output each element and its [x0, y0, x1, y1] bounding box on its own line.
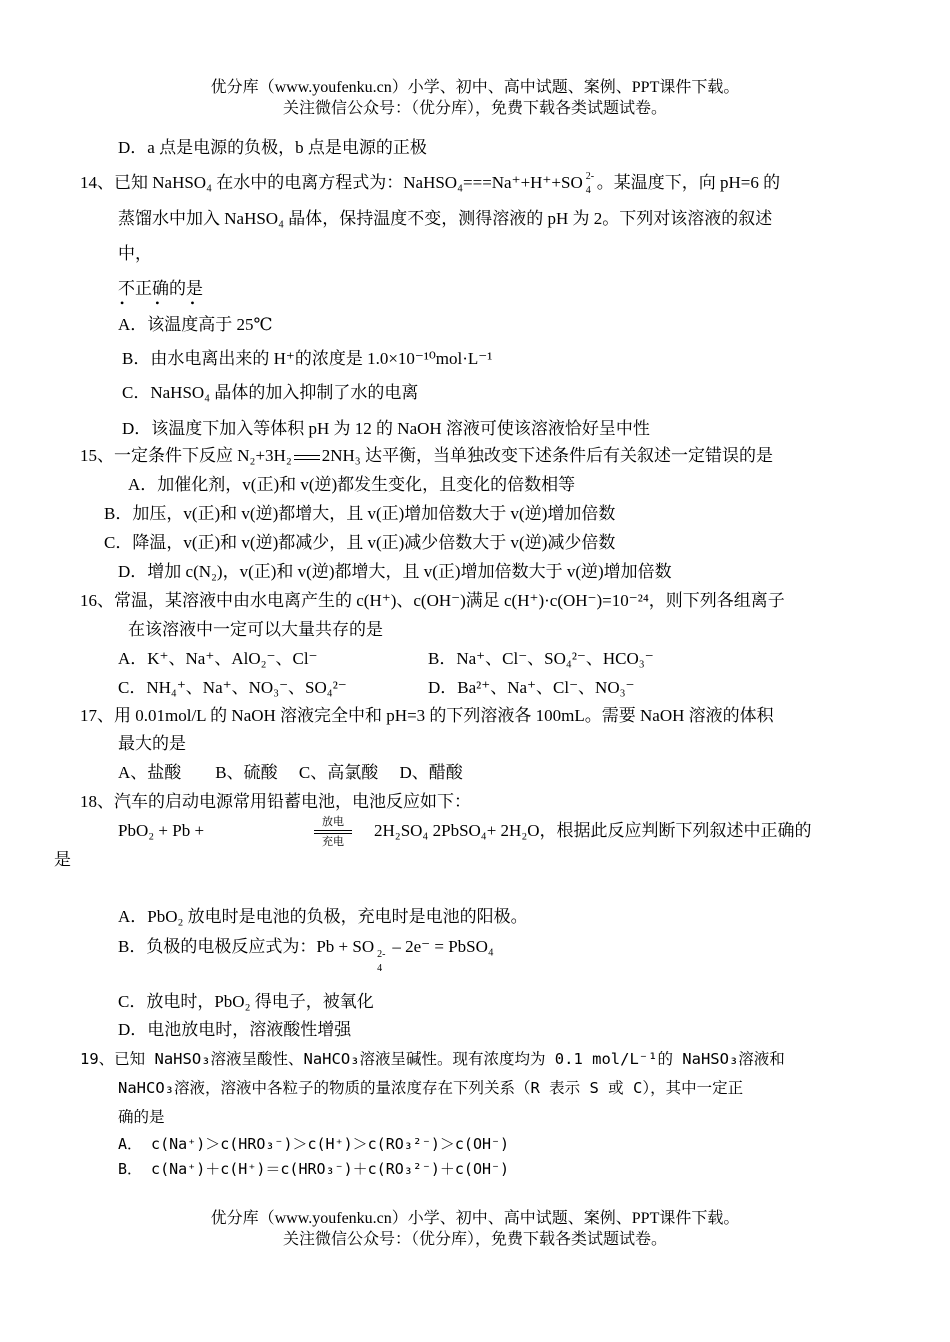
q13-option-d: D．a 点是电源的负极，b 点是电源的正极: [118, 138, 427, 157]
q14-option-a: A．该温度高于 25℃: [118, 315, 273, 334]
q16-option-a: A．K⁺、Na⁺、AlO₂⁻、Cl⁻: [118, 649, 318, 668]
q16-option-d: D．Ba²⁺、Na⁺、Cl⁻、NO₃⁻: [428, 678, 635, 697]
q17-options: A、盐酸 B、硫酸 C、高氯酸 D、醋酸: [118, 763, 463, 782]
q18-option-d: D．电池放电时，溶液酸性增强: [118, 1020, 352, 1039]
so4-subscript: 4: [585, 185, 591, 196]
header-line-1: 优分库（www.youfenku.cn）小学、初中、高中试题、案例、PPT课件下载。: [210, 79, 740, 96]
header-line-2: 关注微信公众号：（优分库），免费下载各类试题试卷。: [282, 100, 667, 117]
q17-stem-line-2: 最大的是: [118, 734, 186, 753]
q15-option-b: B．加压，v(正)和 v(逆)都增大，且 v(正)增加倍数大于 v(逆)增加倍数: [104, 504, 616, 523]
q18-option-b-text-2: – 2e⁻ = PbSO₄: [388, 937, 494, 956]
emphasis-dots: • • •: [120, 296, 209, 310]
q15-stem-text-1: 15、一定条件下反应 N₂+3H₂: [80, 446, 292, 465]
q14-stem-text-2: 。某温度下，向 pH=6 的: [596, 173, 781, 192]
q19-option-a: A． c(Na⁺)＞c(HRO₃⁻)＞c(H⁺)＞c(RO₃²⁻)＞c(OH⁻): [118, 1135, 510, 1153]
q15-stem: [80, 445, 773, 467]
so4-scripts-2: [374, 936, 388, 974]
q15-option-a: A．加催化剂，v(正)和 v(逆)都发生变化，且变化的倍数相等: [128, 475, 576, 494]
q18-option-b: [118, 936, 494, 974]
q19-stem-line-1: 19、已知 NaHSO₃溶液呈酸性、NaHCO₃溶液呈碱性。现有浓度均为 0.1 mol/L⁻¹的 NaHSO₃溶液和: [80, 1050, 785, 1068]
q19-option-b: B． c(Na⁺)＋c(H⁺)＝c(HRO₃⁻)＋c(RO₃²⁻)＋c(OH⁻): [118, 1160, 510, 1178]
q18-reaction-right: 2H₂SO₄ 2PbSO₄+ 2H₂O，根据此反应判断下列叙述中正确的: [374, 821, 812, 840]
q14-stem-line-4: 不正确的是: [118, 279, 203, 298]
q14-option-b: B．由水电离出来的 H⁺的浓度是 1.0×10⁻¹⁰mol·L⁻¹: [122, 349, 493, 368]
footer-line-1: 优分库（www.youfenku.cn）小学、初中、高中试题、案例、PPT课件下载。: [210, 1210, 740, 1227]
so4-charge-2: 2-: [377, 949, 386, 960]
arrow-label-discharge: 放电: [322, 815, 344, 828]
q15-option-c: C．降温，v(正)和 v(逆)都减少，且 v(正)减少倍数大于 v(逆)减少倍数: [104, 533, 616, 552]
so4-charge: 2-: [585, 171, 595, 182]
q18-stem-wrap: 是: [54, 850, 71, 869]
q15-option-d: D．增加 c(N₂)，v(正)和 v(逆)都增大，且 v(正)增加倍数大于 v(逆)增加倍数: [118, 562, 672, 581]
q15-stem-text-2: 2NH₃ 达平衡，当单独改变下述条件后有关叙述一定错误的是: [321, 446, 773, 465]
footer-line-2: 关注微信公众号：（优分库），免费下载各类试题试卷。: [282, 1231, 667, 1248]
q14-stem-line-3: 中，: [118, 244, 152, 263]
q14-stem-line-1: [80, 172, 780, 194]
q17-stem-line-1: 17、用 0.01mol/L 的 NaOH 溶液完全中和 pH=3 的下列溶液各 100mL。需要 NaOH 溶液的体积: [80, 706, 774, 725]
arrow-label-charge: 充电: [322, 835, 344, 848]
q18-option-c: C．放电时，PbO₂ 得电子，被氧化: [118, 992, 374, 1011]
charge-discharge-arrow-icon: [310, 814, 356, 848]
q14-stem-text: 14、已知 NaHSO₄ 在水中的电离方程式为：NaHSO₄===Na⁺+H⁺+SO: [80, 173, 583, 192]
q14-stem-line-2: 蒸馏水中加入 NaHSO₄ 晶体，保持温度不变，测得溶液的 pH 为 2。下列对该溶液的叙述: [118, 209, 773, 228]
q18-reaction-left: PbO₂ + Pb +: [118, 821, 205, 840]
so4-subscript-2: 4: [377, 963, 383, 974]
q18-option-b-text-1: B．负极的电极反应式为：Pb + SO: [118, 937, 375, 956]
q18-option-a: A．PbO₂ 放电时是电池的负极，充电时是电池的阳极。: [118, 907, 528, 926]
q14-option-d: D．该温度下加入等体积 pH 为 12 的 NaOH 溶液可使该溶液恰好呈中性: [122, 419, 650, 438]
so4-scripts: [583, 172, 597, 194]
q16-stem-line-1: 16、常温，某溶液中由水电离产生的 c(H⁺)、c(OH⁻)满足 c(H⁺)·c(OH⁻)=10⁻²⁴，则下列各组离子: [80, 591, 785, 610]
q19-stem-line-2: NaHCO₃溶液，溶液中各粒子的物质的量浓度存在下列关系（R 表示 S 或 C），其中一定正: [118, 1079, 744, 1097]
q19-stem-line-3: 确的是: [118, 1108, 165, 1126]
q14-option-c: C．NaHSO₄ 晶体的加入抑制了水的电离: [122, 383, 419, 402]
q18-stem-line-1: 18、汽车的启动电源常用铅蓄电池，电池反应如下：: [80, 792, 471, 811]
q16-option-c: C．NH₄⁺、Na⁺、NO₃⁻、SO₄²⁻: [118, 678, 347, 697]
q16-option-b: B．Na⁺、Cl⁻、SO₄²⁻、HCO₃⁻: [428, 649, 654, 668]
q16-stem-line-2: 在该溶液中一定可以大量共存的是: [128, 620, 383, 639]
equilibrium-arrow-icon: [294, 452, 320, 462]
